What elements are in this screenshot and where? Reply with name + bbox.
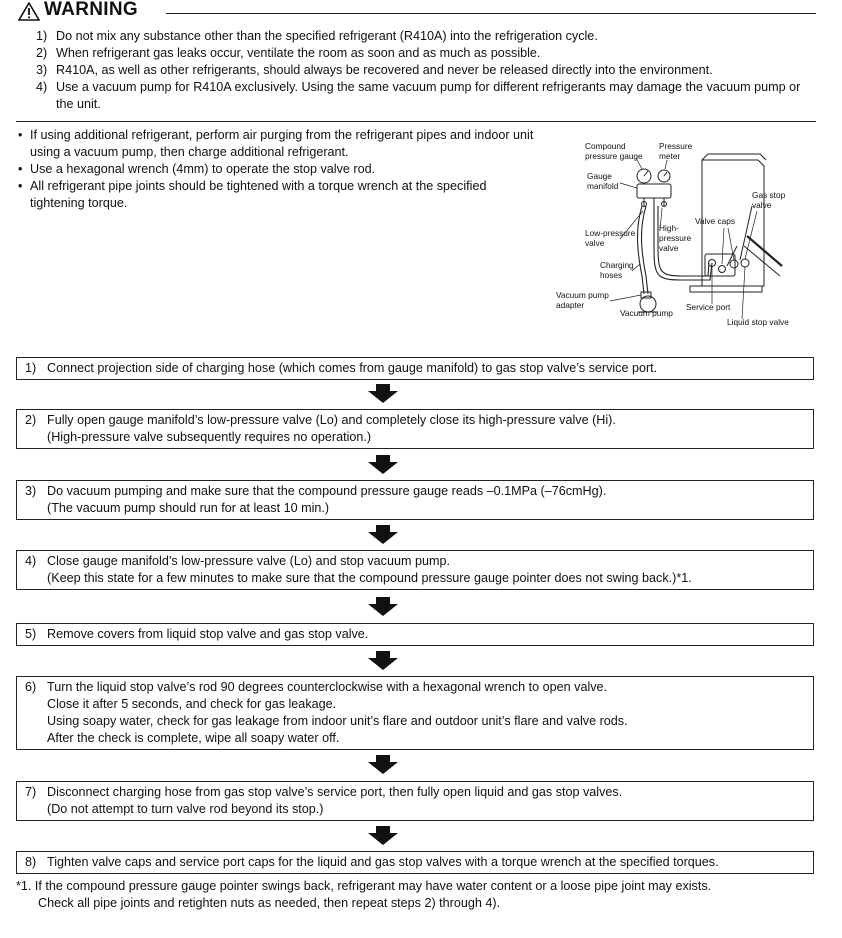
step-box [16,357,814,380]
note-text: Use a hexagonal wrench (4mm) to operate the stop valve rod. [30,162,376,176]
step-text: (High-pressure valve subsequently requires no operation.) [47,430,372,444]
down-arrow-icon [367,525,399,545]
label-gas-stop-valve: valve [752,200,772,210]
label-service-port: Service port [686,302,731,312]
step-text: Do vacuum pumping and make sure that the compound pressure gauge reads –0.1MPa (–76cmHg). [47,484,607,498]
down-arrow-icon [367,651,399,671]
step-box [16,409,814,449]
note-text: All refrigerant pipe joints should be tightened with a torque wrench at the specified tightening torque. [30,179,487,210]
warning-item [36,45,816,62]
gauge-manifold-drawing [637,169,671,207]
note-item [18,161,538,178]
step-number: 3) [25,484,37,498]
bullet-icon: • [18,162,23,176]
section-divider [16,121,816,122]
label-gauge-manifold: manifold [587,181,619,191]
label-vacuum-pump-adapter: adapter [556,300,585,310]
warning-list [36,28,816,113]
label-high-pressure-valve: High- [659,223,679,233]
step-text: Close gauge manifold’s low-pressure valve (Lo) and stop vacuum pump. [47,554,450,568]
label-charging-hoses: Charging [600,260,634,270]
warning-item-number: 4) [36,80,48,94]
warning-item-number: 1) [36,29,48,43]
step-text: Disconnect charging hose from gas stop valve’s service port, then fully open liquid and gas stop valves. [47,785,623,799]
label-vacuum-pump-adapter: Vacuum pump [556,290,609,300]
vacuum-setup-diagram [552,136,816,336]
footnote [16,878,826,912]
label-charging-hoses: hoses [600,270,623,280]
step-number: 4) [25,554,37,568]
label-valve-caps: Valve caps [695,216,735,226]
warning-rule [166,13,816,14]
label-low-pressure-valve: Low-pressure [585,228,636,238]
warning-item-text: Do not mix any substance other than the specified refrigerant (R410A) into the refrigeration cycle. [56,29,598,43]
step-text: (Do not attempt to turn valve rod beyond its stop.) [47,802,324,816]
step-box [16,676,814,750]
label-high-pressure-valve: pressure [659,233,692,243]
warning-item-text: When refrigerant gas leaks occur, ventilate the room as soon and as much as possible. [56,46,541,60]
step-text: (The vacuum pump should run for at least 10 min.) [47,501,330,515]
warning-item-text: Use a vacuum pump for R410A exclusively. Using the same vacuum pump for different refrigerants may damage the vacuum pump or the unit. [56,80,801,111]
label-gauge-manifold: Gauge [587,171,612,181]
label-high-pressure-valve: valve [659,243,679,253]
diagram-labels [556,141,789,327]
label-compound-gauge: pressure gauge [585,151,643,161]
step-text: Fully open gauge manifold’s low-pressure valve (Lo) and completely close its high-pressure valve (Hi). [47,413,616,427]
warning-item-number: 3) [36,63,48,77]
warning-item [36,62,816,79]
note-item [18,127,538,161]
label-pressure-meter: meter [659,151,681,161]
label-vacuum-pump: Vacuum pump [620,308,673,318]
warning-title: WARNING [44,0,138,20]
step-number: 2) [25,413,37,427]
step-box [16,623,814,646]
bullet-icon: • [18,128,23,142]
warning-triangle-icon [18,2,40,21]
label-gas-stop-valve: Gas stop [752,190,786,200]
step-text: Connect projection side of charging hose (which comes from gauge manifold) to gas stop valve’s service port. [47,361,658,375]
label-liquid-stop-valve: Liquid stop valve [727,317,789,327]
notes-list [18,127,538,212]
step-box [16,550,814,590]
step-box [16,851,814,874]
label-pressure-meter: Pressure [659,141,693,151]
label-low-pressure-valve: valve [585,238,605,248]
warning-item-text: R410A, as well as other refrigerants, should always be recovered and never be released directly into the environment. [56,63,713,77]
step-text: Using soapy water, check for gas leakage from indoor unit’s flare and outdoor unit’s flare and valve rods. [47,714,628,728]
label-compound-gauge: Compound [585,141,626,151]
step-number: 7) [25,785,37,799]
warning-header [16,0,816,24]
warning-item-number: 2) [36,46,48,60]
step-number: 6) [25,680,37,694]
bullet-icon: • [18,179,23,193]
step-number: 8) [25,855,37,869]
down-arrow-icon [367,384,399,404]
down-arrow-icon [367,826,399,846]
step-text: Close it after 5 seconds, and check for gas leakage. [47,697,337,711]
step-box [16,781,814,821]
step-text: Turn the liquid stop valve’s rod 90 degrees counterclockwise with a hexagonal wrench to open valve. [47,680,608,694]
step-number: 1) [25,361,37,375]
note-item [18,178,538,212]
note-text: If using additional refrigerant, perform air purging from the refrigerant pipes and indoor unit using a vacuum pump, then charge additional refrigerant. [30,128,534,159]
down-arrow-icon [367,755,399,775]
step-text: (Keep this state for a few minutes to make sure that the compound pressure gauge pointer does not swing back.)*1. [47,571,692,585]
step-text: After the check is complete, wipe all soapy water off. [47,731,340,745]
down-arrow-icon [367,455,399,475]
warning-item [36,79,816,113]
step-number: 5) [25,627,37,641]
footnote-line: *1. If the compound pressure gauge pointer swings back, refrigerant may have water content or a loose pipe joint may exists. [16,879,712,893]
warning-item [36,28,816,45]
step-text: Remove covers from liquid stop valve and gas stop valve. [47,627,369,641]
footnote-line: Check all pipe joints and retighten nuts as needed, then repeat steps 2) through 4). [38,896,501,910]
step-box [16,480,814,520]
step-text: Tighten valve caps and service port caps for the liquid and gas stop valves with a torque wrench at the specified torques. [47,855,719,869]
down-arrow-icon [367,597,399,617]
